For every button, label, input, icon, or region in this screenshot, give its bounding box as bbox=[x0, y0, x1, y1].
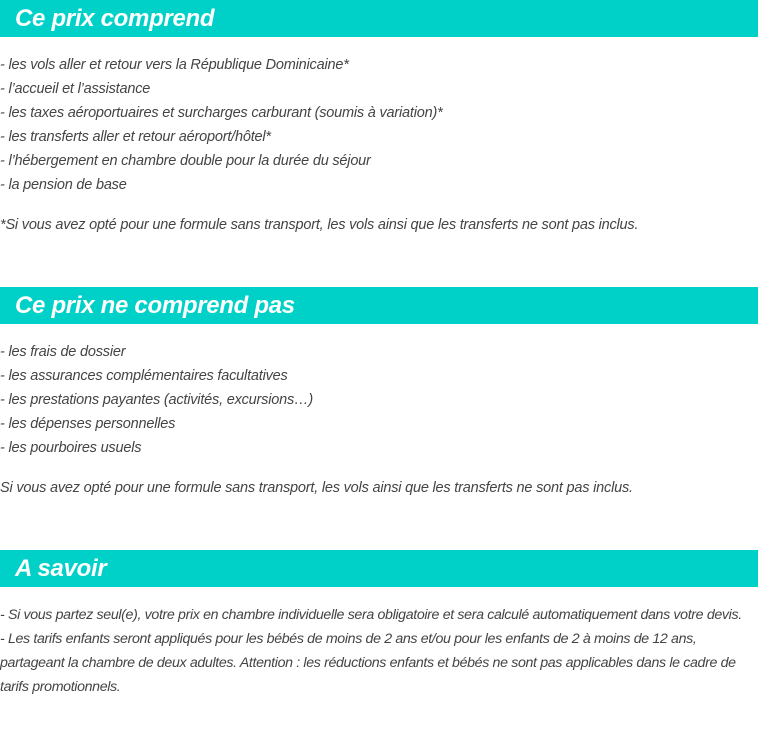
list-item: - les transferts aller et retour aéroport/hôtel* bbox=[0, 129, 271, 145]
included-list bbox=[0, 53, 758, 197]
info-paragraph: - Si vous partez seul(e), votre prix en chambre individuelle sera obligatoire et sera calculé automatiquement dans votre devis. bbox=[0, 607, 742, 623]
not-included-list bbox=[0, 340, 758, 460]
list-item: - les dépenses personnelles bbox=[0, 416, 176, 432]
list-item: - les assurances complémentaires facultatives bbox=[0, 368, 288, 384]
section-included bbox=[0, 0, 758, 237]
list-item: - les vols aller et retour vers la République Dominicaine* bbox=[0, 57, 349, 73]
included-note: *Si vous avez opté pour une formule sans transport, les vols ainsi que les transferts ne sont pas inclus. bbox=[0, 217, 639, 233]
list-item: - l’hébergement en chambre double pour la durée du séjour bbox=[0, 153, 371, 169]
section-title-good-to-know: A savoir bbox=[0, 550, 758, 587]
info-paragraph: - Les tarifs enfants seront appliqués pour les bébés de moins de 2 ans et/ou pour les enfants de 2 à moins de 12 ans, partageant la chambre de deux adultes. Attention : les réductions enfants et bébés ne sont pas applicables dans le cadre de tarifs promotionnels. bbox=[0, 631, 736, 695]
list-item: - les pourboires usuels bbox=[0, 440, 142, 456]
good-to-know-content bbox=[0, 603, 758, 699]
list-item: - la pension de base bbox=[0, 177, 127, 193]
section-not-included bbox=[0, 287, 758, 500]
list-item: - les prestations payantes (activités, excursions…) bbox=[0, 392, 313, 408]
list-item: - les frais de dossier bbox=[0, 344, 126, 360]
section-good-to-know bbox=[0, 550, 758, 699]
section-title-included: Ce prix comprend bbox=[0, 0, 758, 37]
section-title-not-included: Ce prix ne comprend pas bbox=[0, 287, 758, 324]
not-included-note: Si vous avez opté pour une formule sans transport, les vols ainsi que les transferts ne sont pas inclus. bbox=[0, 480, 633, 496]
list-item: - l’accueil et l’assistance bbox=[0, 81, 151, 97]
list-item: - les taxes aéroportuaires et surcharges carburant (soumis à variation)* bbox=[0, 105, 443, 121]
